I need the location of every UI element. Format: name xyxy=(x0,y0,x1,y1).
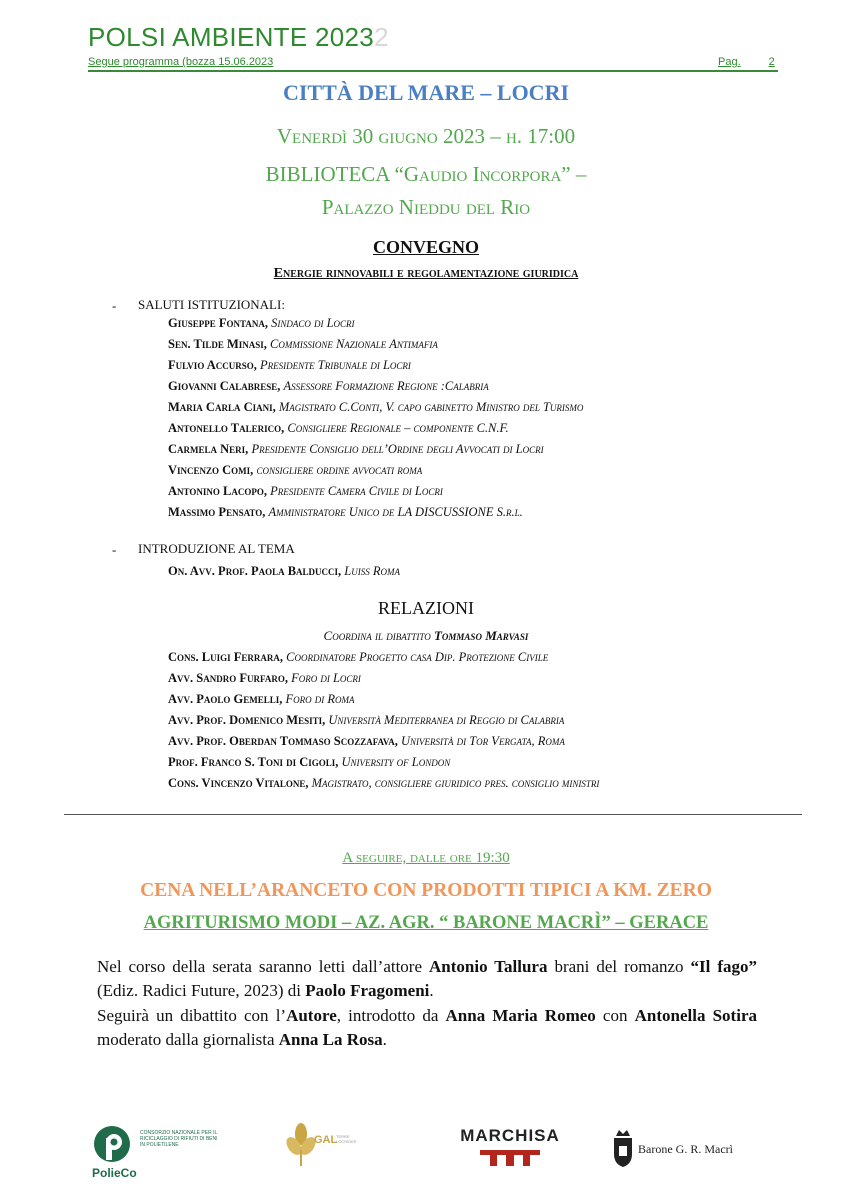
program-draft-note: Segue programma (bozza 15.06.2023 xyxy=(88,56,274,68)
marchisa-name: MARCHISA xyxy=(460,1126,560,1145)
debate-paragraph: Seguirà un dibattito con l’Autore, introdotto da Anna Maria Romeo con Antonella Sotira moderato dalla giornalista Anna La Rosa. xyxy=(97,1006,757,1049)
marchisa-mark-icon xyxy=(480,1150,540,1166)
saluti-bullet: - xyxy=(112,298,117,313)
dinner-title: CENA NELL’ARANCETO CON PRODOTTI TIPICI A KM. ZERO xyxy=(140,880,712,901)
list-item: Sen. Tilde Minasi, Commissione Nazionale Antimafia xyxy=(168,337,438,351)
list-item: Fulvio Accurso, Presidente Tribunale di Locri xyxy=(168,358,411,372)
intro-label: INTRODUZIONE AL TEMA xyxy=(138,541,295,556)
list-item: Massimo Pensato, Amministratore Unico de LA DISCUSSIONE S.r.l. xyxy=(168,505,523,519)
list-item: Antonello Talerico, Consigliere Regionale – componente C.N.F. xyxy=(168,421,509,435)
intro-list xyxy=(168,561,400,582)
marchisa-logo xyxy=(443,1126,577,1168)
list-item: Avv. Prof. Domenico Mesiti, Università Mediterranea di Reggio di Calabria xyxy=(168,713,565,727)
list-item: Cons. Luigi Ferrara, Coordinatore Progetto casa Dip. Protezione Civile xyxy=(168,650,549,664)
polieco-tagline: CONSORZIO NAZIONALE PER IL RICICLAGGIO DI RIFIUTI DI BENI IN POLIETILENE xyxy=(140,1130,218,1148)
barone-name: Barone G. R. Macrì xyxy=(638,1142,733,1156)
list-item: Giuseppe Fontana, Sindaco di Locri xyxy=(168,316,355,330)
crest-icon xyxy=(612,1128,634,1168)
dinner-time: A seguire, dalle ore 19:30 xyxy=(342,850,510,866)
barone-macri-logo xyxy=(612,1128,752,1172)
reading-paragraph: Nel corso della serata saranno letti dall’attore Antonio Tallura brani del romanzo “Il fago” (Ediz. Radici Future, 2023) di Paolo Fragomeni. xyxy=(97,957,758,1000)
header-ghost-digit: 2 xyxy=(374,22,389,52)
list-item: Cons. Vincenzo Vitalone, Magistrato, consigliere giuridico pres. consiglio ministri xyxy=(168,776,600,790)
event-date: Venerdì 30 giugno 2023 – h. 17:00 xyxy=(276,124,576,148)
relazioni-list xyxy=(168,647,599,794)
leaf-icon xyxy=(286,1122,316,1168)
dinner-place: AGRITURISMO MODI – AZ. AGR. “ BARONE MACRÌ” – GERACE xyxy=(143,913,709,933)
gal-logo xyxy=(286,1122,366,1172)
list-item: Avv. Prof. Oberdan Tommaso Scozzafava, Università di Tor Vergata, Roma xyxy=(168,734,565,748)
list-item: Maria Carla Ciani, Magistrato C.Conti, V. capo gabinetto Ministro del Turismo xyxy=(168,400,584,414)
convegno-subtitle: Energie rinnovabili e regolamentazione giuridica xyxy=(273,266,579,281)
intro-bullet: - xyxy=(112,542,117,557)
list-item: Avv. Sandro Furfaro, Foro di Locri xyxy=(168,671,361,685)
list-item: Carmela Neri, Presidente Consiglio dell’Ordine degli Avvocati di Locri xyxy=(168,442,544,456)
polieco-name: PolieCo xyxy=(92,1166,137,1180)
event-venue-line2: Palazzo Nieddu del Rio xyxy=(321,195,531,219)
convegno-title: CONVEGNO xyxy=(372,237,479,257)
header-divider xyxy=(88,70,778,72)
polieco-mark-icon xyxy=(90,1122,134,1166)
section-divider xyxy=(64,814,802,815)
page-number: Pag. 2 xyxy=(718,56,775,68)
relazioni-coordinator: Coordina il dibattito Tommaso Marvasi xyxy=(323,628,529,643)
list-item: Prof. Franco S. Toni di Cigoli, University of London xyxy=(168,755,451,769)
polieco-logo xyxy=(90,1122,220,1182)
gal-name: GAL xyxy=(314,1134,338,1146)
saluti-list xyxy=(168,313,583,523)
relazioni-title: RELAZIONI xyxy=(378,598,474,618)
list-item: Avv. Paolo Gemelli, Foro di Roma xyxy=(168,692,355,706)
event-city: CITTÀ DEL MARE – LOCRI xyxy=(282,80,570,105)
document-header-title: POLSI AMBIENTE 20232 xyxy=(88,22,389,52)
event-venue-line1: BIBLIOTECA “Gaudio Incorpora” – xyxy=(265,162,587,186)
list-item: Vincenzo Comi, consigliere ordine avvocati roma xyxy=(168,463,423,477)
list-item: On. Avv. Prof. Paola Balducci, Luiss Roma xyxy=(168,564,400,578)
saluti-label: SALUTI ISTITUZIONALI: xyxy=(138,297,285,312)
list-item: Antonino Lacopo, Presidente Camera Civile di Locri xyxy=(168,484,443,498)
gal-tagline: TERRE LOCRIDEE xyxy=(336,1134,357,1144)
list-item: Giovanni Calabrese, Assessore Formazione Regione :Calabria xyxy=(168,379,489,393)
